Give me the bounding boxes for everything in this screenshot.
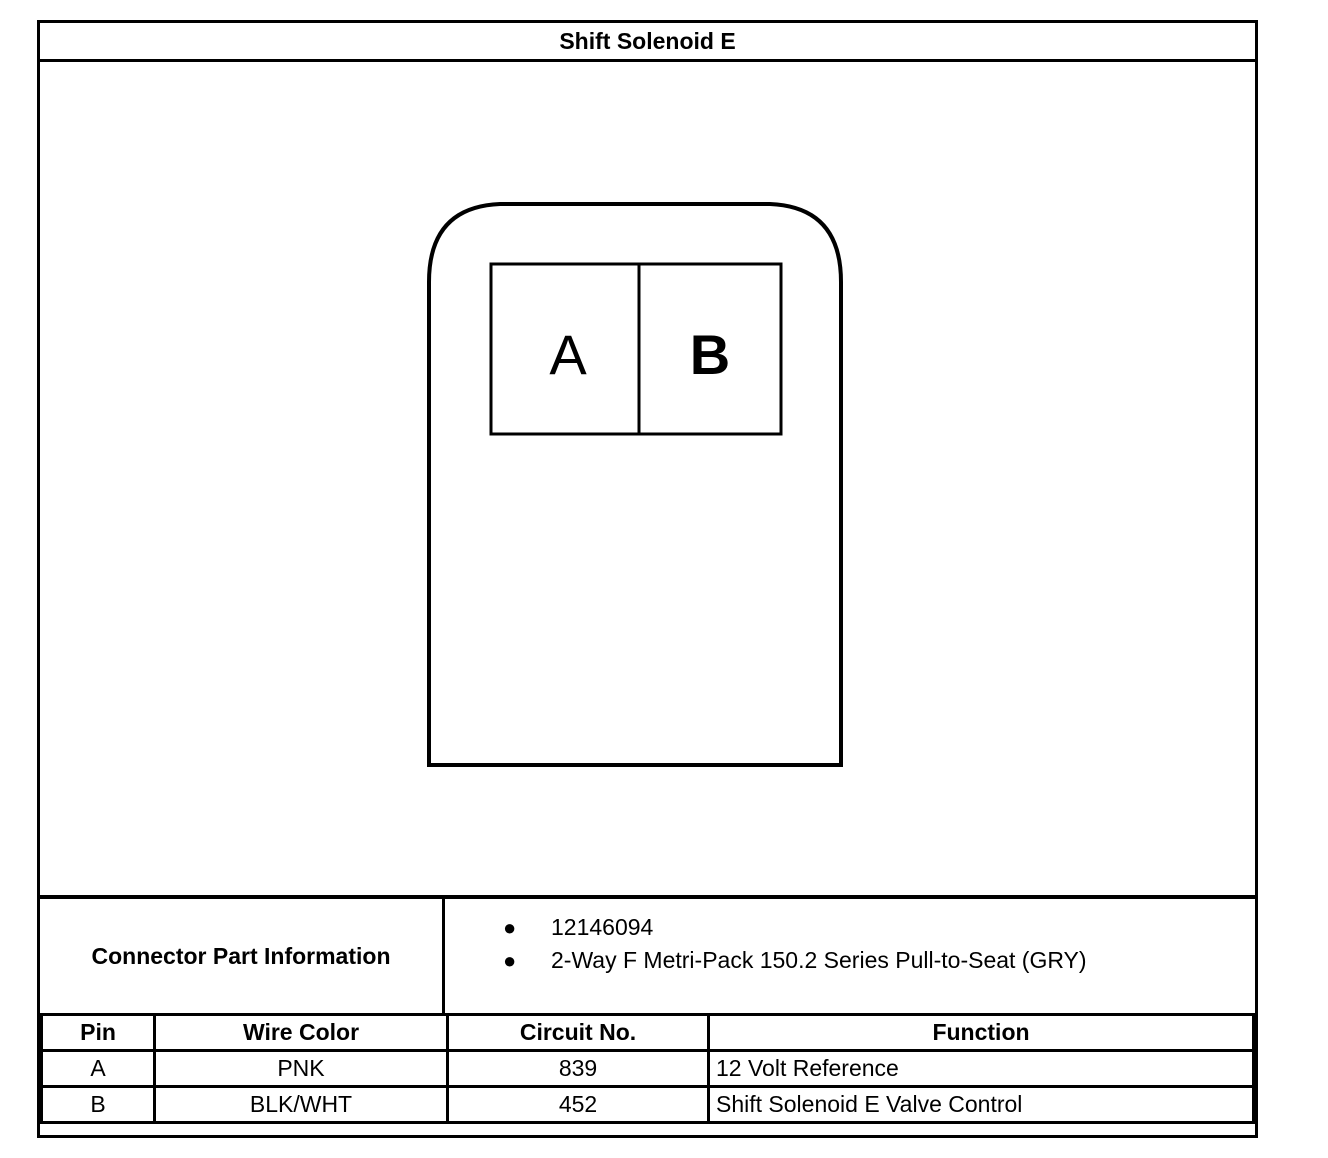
connector-diagram [40, 62, 1255, 895]
cell-function: Shift Solenoid E Valve Control [709, 1087, 1254, 1123]
list-item [445, 911, 1255, 944]
pin-table [40, 1013, 1255, 1124]
connector-description: 2-Way F Metri-Pack 150.2 Series Pull-to-Seat (GRY) [551, 947, 1087, 973]
cavity-label-b: B [689, 323, 731, 386]
header-wire-color: Wire Color [155, 1015, 448, 1051]
table-header-row [42, 1015, 1254, 1051]
header-circuit-no: Circuit No. [448, 1015, 709, 1051]
part-number: 12146094 [551, 914, 654, 940]
connector-part-info-list [445, 899, 1255, 1025]
cell-function: 12 Volt Reference [709, 1051, 1254, 1087]
cell-wire-color: PNK [155, 1051, 448, 1087]
cell-circuit-no: 452 [448, 1087, 709, 1123]
cell-pin: B [42, 1087, 155, 1123]
bullet-icon: ● [503, 948, 517, 973]
cell-wire-color: BLK/WHT [155, 1087, 448, 1123]
page-title: Shift Solenoid E [40, 23, 1255, 62]
cell-pin: A [42, 1051, 155, 1087]
connector-part-info-label: Connector Part Information [40, 899, 445, 1013]
cavity-block [491, 264, 781, 434]
table-row [42, 1051, 1254, 1087]
bullet-icon: ● [503, 915, 517, 940]
cell-circuit-no: 839 [448, 1051, 709, 1087]
cavity-label-a: A [549, 323, 587, 386]
connector-outline [40, 62, 1255, 895]
list-item [445, 944, 1255, 977]
connector-end-view-sheet [37, 20, 1258, 1138]
header-pin: Pin [42, 1015, 155, 1051]
header-function: Function [709, 1015, 1254, 1051]
connector-part-info-row [40, 895, 1255, 1013]
table-row [42, 1087, 1254, 1123]
